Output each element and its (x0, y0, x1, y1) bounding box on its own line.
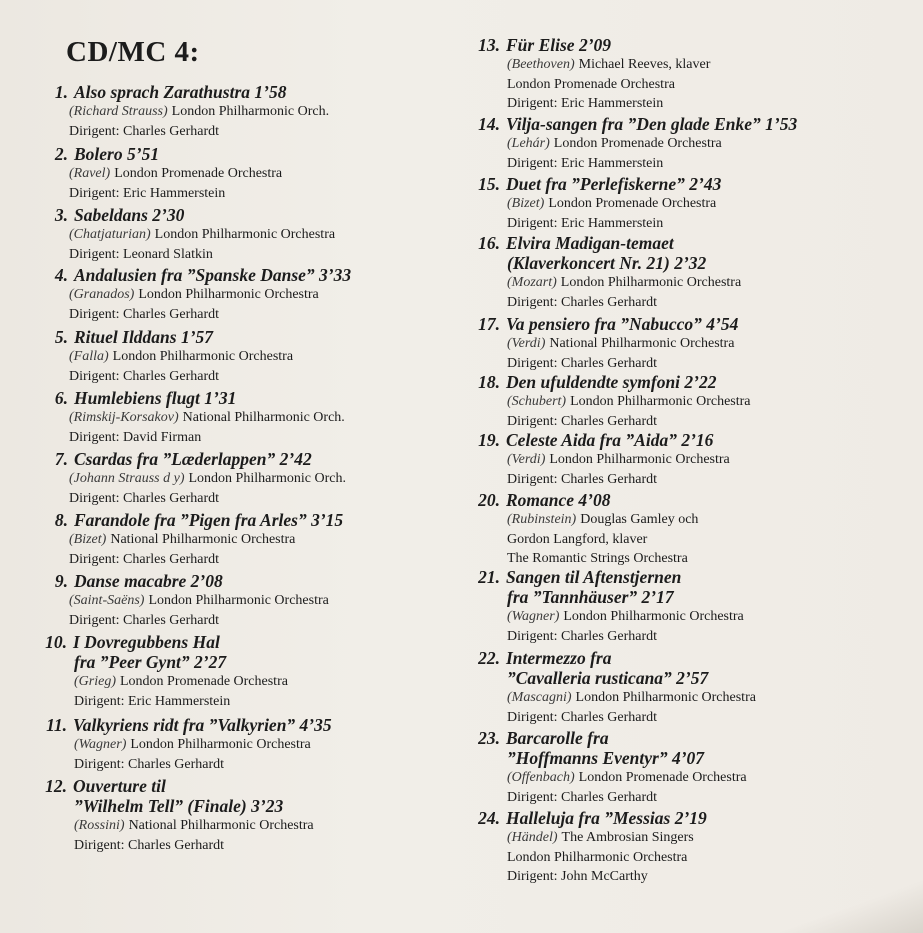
track-item (470, 808, 707, 887)
track-number: 11. (46, 715, 67, 735)
track-number: 1. (54, 82, 68, 102)
track-title: Andalusien fra ”Spanske Danse” 3’33 (74, 265, 352, 285)
track-credits (470, 688, 756, 708)
composer: (Bizet) (69, 532, 107, 547)
composer: (Ravel) (69, 166, 111, 181)
track-credits (470, 828, 707, 848)
track-title-line (50, 388, 345, 408)
track-title-continued: ”Hoffmanns Eventyr” 4’07 (507, 748, 705, 768)
performer: Michael Reeves, klaver (578, 57, 711, 72)
track-credits (50, 225, 335, 245)
track-number: 10. (45, 632, 67, 652)
track-credits (470, 334, 738, 354)
composer: (Mozart) (507, 275, 557, 290)
track-number: 18. (478, 372, 500, 392)
composer: (Grieg) (74, 674, 116, 689)
performer: National Philharmonic Orchestra (128, 818, 314, 833)
track-credits (50, 347, 293, 367)
performer: London Philharmonic Orchestra (148, 593, 329, 608)
track-title: Ouverture til (73, 776, 166, 796)
track-credits (50, 469, 346, 489)
track-credits (470, 768, 747, 788)
composer: (Richard Strauss) (69, 104, 168, 119)
conductor: Dirigent: Eric Hammerstein (507, 96, 664, 111)
composer: (Granados) (69, 287, 135, 302)
conductor: Dirigent: Charles Gerhardt (74, 837, 225, 853)
track-title-line (470, 728, 747, 748)
track-number: 21. (478, 567, 500, 587)
performer: London Philharmonic Orchestra (549, 452, 730, 467)
performer: London Philharmonic Orchestra (138, 287, 319, 302)
track-item (470, 430, 730, 489)
conductor: Dirigent: Charles Gerhardt (69, 368, 220, 384)
performer: London Philharmonic Orchestra (112, 349, 294, 364)
track-item (50, 265, 351, 324)
performer-extra: Gordon Langford, klaver (507, 531, 648, 547)
conductor: Dirigent: Charles Gerhardt (69, 306, 220, 322)
track-title: Den ufuldendte symfoni 2’22 (506, 372, 717, 392)
track-number: 3. (54, 205, 68, 225)
track-title-line (470, 35, 710, 55)
composer: (Chatjaturian) (69, 227, 151, 242)
performer: London Promenade Orchestra (120, 674, 288, 689)
track-credits (470, 392, 751, 412)
performer: London Philharmonic Orchestra (560, 275, 742, 290)
track-title: I Dovregubbens Hal (73, 632, 220, 652)
track-number: 20. (478, 490, 500, 510)
track-title-continued: (Klaverkoncert Nr. 21) 2’32 (507, 253, 707, 273)
track-number: 13. (478, 35, 500, 55)
conductor: Dirigent: Eric Hammerstein (507, 155, 664, 171)
performer: London Promenade Orchestra (548, 196, 717, 211)
track-credits (50, 164, 282, 184)
composer: (Bizet) (507, 196, 545, 211)
track-number: 9. (54, 571, 68, 591)
track-number: 5. (54, 327, 68, 347)
track-title-line (470, 430, 730, 450)
track-title: Für Elise 2’09 (506, 35, 612, 55)
track-title: Intermezzo fra (506, 648, 612, 668)
conductor: Dirigent: Charles Gerhardt (74, 756, 225, 772)
track-item (50, 449, 346, 508)
track-item (50, 205, 335, 264)
track-title: Vilja-sangen fra ”Den glade Enke” 1’53 (506, 114, 798, 134)
page-shadow (763, 873, 923, 933)
track-title-line (50, 449, 346, 469)
conductor: Dirigent: Leonard Slatkin (69, 246, 213, 262)
track-credits (37, 672, 288, 692)
composer: (Rimskij-Korsakov) (69, 410, 179, 425)
composer: (Wagner) (507, 609, 560, 624)
performer: London Promenade Orchestra (114, 166, 283, 181)
track-number: 16. (478, 233, 500, 253)
track-title-line (50, 265, 351, 285)
track-item (50, 144, 282, 203)
track-credits (470, 273, 741, 293)
track-number: 7. (54, 449, 68, 469)
track-title: Bolero 5’51 (74, 144, 160, 164)
composer: (Falla) (69, 349, 109, 364)
track-title-line (470, 648, 756, 668)
track-item (470, 490, 698, 569)
performer: National Philharmonic Orchestra (549, 336, 735, 351)
conductor: Dirigent: Charles Gerhardt (507, 471, 658, 487)
performer: London Philharmonic Orch. (188, 471, 346, 486)
track-credits (50, 285, 351, 305)
composer: (Lehár) (507, 136, 550, 151)
track-item (50, 510, 343, 569)
track-title-line (50, 571, 329, 591)
track-credits (470, 450, 730, 470)
track-title: Csardas fra ”Læderlappen” 2’42 (74, 449, 312, 469)
track-number: 12. (45, 776, 67, 796)
track-credits (470, 134, 797, 154)
page-heading: CD/MC 4: (66, 36, 200, 68)
track-title-line (50, 327, 293, 347)
track-title-line (470, 233, 741, 253)
track-credits (37, 816, 314, 836)
track-number: 6. (54, 388, 68, 408)
conductor: Dirigent: Charles Gerhardt (507, 709, 658, 725)
performer: London Philharmonic Orchestra (563, 609, 744, 624)
track-number: 23. (478, 728, 500, 748)
track-title: Duet fra ”Perlefiskerne” 2’43 (506, 174, 722, 194)
composer: (Offenbach) (507, 770, 575, 785)
composer: (Schubert) (507, 394, 567, 409)
track-item (37, 776, 314, 855)
track-item (470, 567, 744, 646)
track-title-continued: fra ”Peer Gynt” 2’27 (74, 652, 227, 672)
performer: London Promenade Orchestra (578, 770, 747, 785)
track-title: Celeste Aida fra ”Aida” 2’16 (506, 430, 714, 450)
track-item (470, 648, 756, 727)
conductor: Dirigent: David Firman (69, 429, 202, 445)
track-credits (37, 735, 332, 755)
composer: (Rossini) (74, 818, 125, 833)
conductor: Dirigent: Charles Gerhardt (507, 789, 658, 805)
track-number: 15. (478, 174, 500, 194)
track-item (470, 728, 747, 807)
track-number: 19. (478, 430, 500, 450)
track-credits (470, 510, 698, 530)
performer: The Ambrosian Singers (561, 830, 694, 845)
conductor: Dirigent: Charles Gerhardt (507, 628, 658, 644)
track-item (37, 715, 332, 774)
track-title: Humlebiens flugt 1’31 (74, 388, 237, 408)
track-item (470, 314, 738, 373)
track-title: Halleluja fra ”Messias 2’19 (506, 808, 707, 828)
track-credits (50, 102, 329, 122)
conductor: Dirigent: Charles Gerhardt (507, 413, 658, 429)
composer: (Händel) (507, 830, 558, 845)
track-title-line (470, 174, 721, 194)
track-title-line (470, 808, 707, 828)
composer: (Mascagni) (507, 690, 572, 705)
performer: London Philharmonic Orchestra (130, 737, 311, 752)
performer: London Philharmonic Orchestra (575, 690, 756, 705)
track-item (50, 388, 345, 447)
conductor: Dirigent: John McCarthy (507, 869, 648, 884)
composer: (Wagner) (74, 737, 127, 752)
track-title: Sabeldans 2’30 (74, 205, 185, 225)
track-title-line (50, 82, 329, 102)
track-title-line (50, 205, 335, 225)
track-title: Danse macabre 2’08 (74, 571, 223, 591)
conductor: Dirigent: Charles Gerhardt (69, 490, 220, 506)
track-title-line (37, 776, 314, 796)
conductor: Dirigent: Charles Gerhardt (507, 355, 658, 371)
track-number: 17. (478, 314, 500, 334)
track-credits (470, 55, 710, 75)
track-title: Also sprach Zarathustra 1’58 (74, 82, 287, 102)
conductor: Dirigent: Eric Hammerstein (69, 185, 226, 201)
track-title-line (50, 144, 282, 164)
track-number: 14. (478, 114, 500, 134)
performer: National Philharmonic Orchestra (110, 532, 296, 547)
conductor: Dirigent: Eric Hammerstein (74, 693, 231, 709)
track-title-continued: fra ”Tannhäuser” 2’17 (507, 587, 674, 607)
track-title: Rituel Ilddans 1’57 (74, 327, 214, 347)
track-title: Valkyriens ridt fra ”Valkyrien” 4’35 (73, 715, 332, 735)
track-number: 8. (54, 510, 68, 530)
performer: London Promenade Orchestra (553, 136, 722, 151)
track-title-line (50, 510, 343, 530)
track-title: Farandole fra ”Pigen fra Arles” 3’15 (74, 510, 344, 530)
track-item (470, 372, 751, 431)
track-title: Elvira Madigan-temaet (506, 233, 674, 253)
performer: National Philharmonic Orch. (182, 410, 345, 425)
conductor: Dirigent: Eric Hammerstein (507, 215, 664, 231)
track-item (470, 35, 710, 114)
track-item (50, 82, 329, 141)
track-number: 2. (54, 144, 68, 164)
composer: (Rubinstein) (507, 512, 577, 527)
track-credits (50, 591, 329, 611)
track-number: 4. (54, 265, 68, 285)
track-credits (470, 194, 721, 214)
track-title-line (37, 632, 288, 652)
track-title: Barcarolle fra (506, 728, 609, 748)
track-title-line (37, 715, 332, 735)
performer: London Philharmonic Orchestra (570, 394, 751, 409)
track-item (470, 174, 721, 233)
track-title: Romance 4’08 (506, 490, 611, 510)
track-credits (50, 408, 345, 428)
composer: (Johann Strauss d y) (69, 471, 185, 486)
performer: London Philharmonic Orchestra (154, 227, 336, 242)
performer-extra: London Philharmonic Orchestra (507, 849, 688, 865)
track-title-continued: ”Cavalleria rusticana” 2’57 (507, 668, 709, 688)
composer: (Verdi) (507, 452, 546, 467)
track-number: 22. (478, 648, 500, 668)
composer: (Saint-Saëns) (69, 593, 145, 608)
track-number: 24. (478, 808, 500, 828)
track-title-line (470, 372, 751, 392)
track-item (50, 327, 293, 386)
track-item (37, 632, 288, 711)
track-item (470, 233, 741, 312)
track-item (50, 571, 329, 630)
performer: London Philharmonic Orch. (171, 104, 330, 119)
track-title-continued: ”Wilhelm Tell” (Finale) 3’23 (74, 796, 284, 816)
conductor: Dirigent: Charles Gerhardt (69, 123, 220, 139)
track-title: Va pensiero fra ”Nabucco” 4’54 (506, 314, 739, 334)
track-title-line (470, 114, 797, 134)
conductor: Dirigent: Charles Gerhardt (507, 294, 658, 310)
track-item (470, 114, 797, 173)
track-title-line (470, 490, 698, 510)
track-title-line (470, 567, 744, 587)
track-credits (470, 607, 744, 627)
composer: (Verdi) (507, 336, 546, 351)
performer-extra: The Romantic Strings Orchestra (507, 551, 688, 566)
performer: Douglas Gamley och (580, 512, 699, 527)
track-credits (50, 530, 343, 550)
track-title: Sangen til Aftenstjernen (506, 567, 682, 587)
track-title-line (470, 314, 738, 334)
conductor: Dirigent: Charles Gerhardt (69, 612, 220, 628)
composer: (Beethoven) (507, 57, 575, 72)
performer-extra: London Promenade Orchestra (507, 76, 675, 92)
conductor: Dirigent: Charles Gerhardt (69, 551, 220, 567)
